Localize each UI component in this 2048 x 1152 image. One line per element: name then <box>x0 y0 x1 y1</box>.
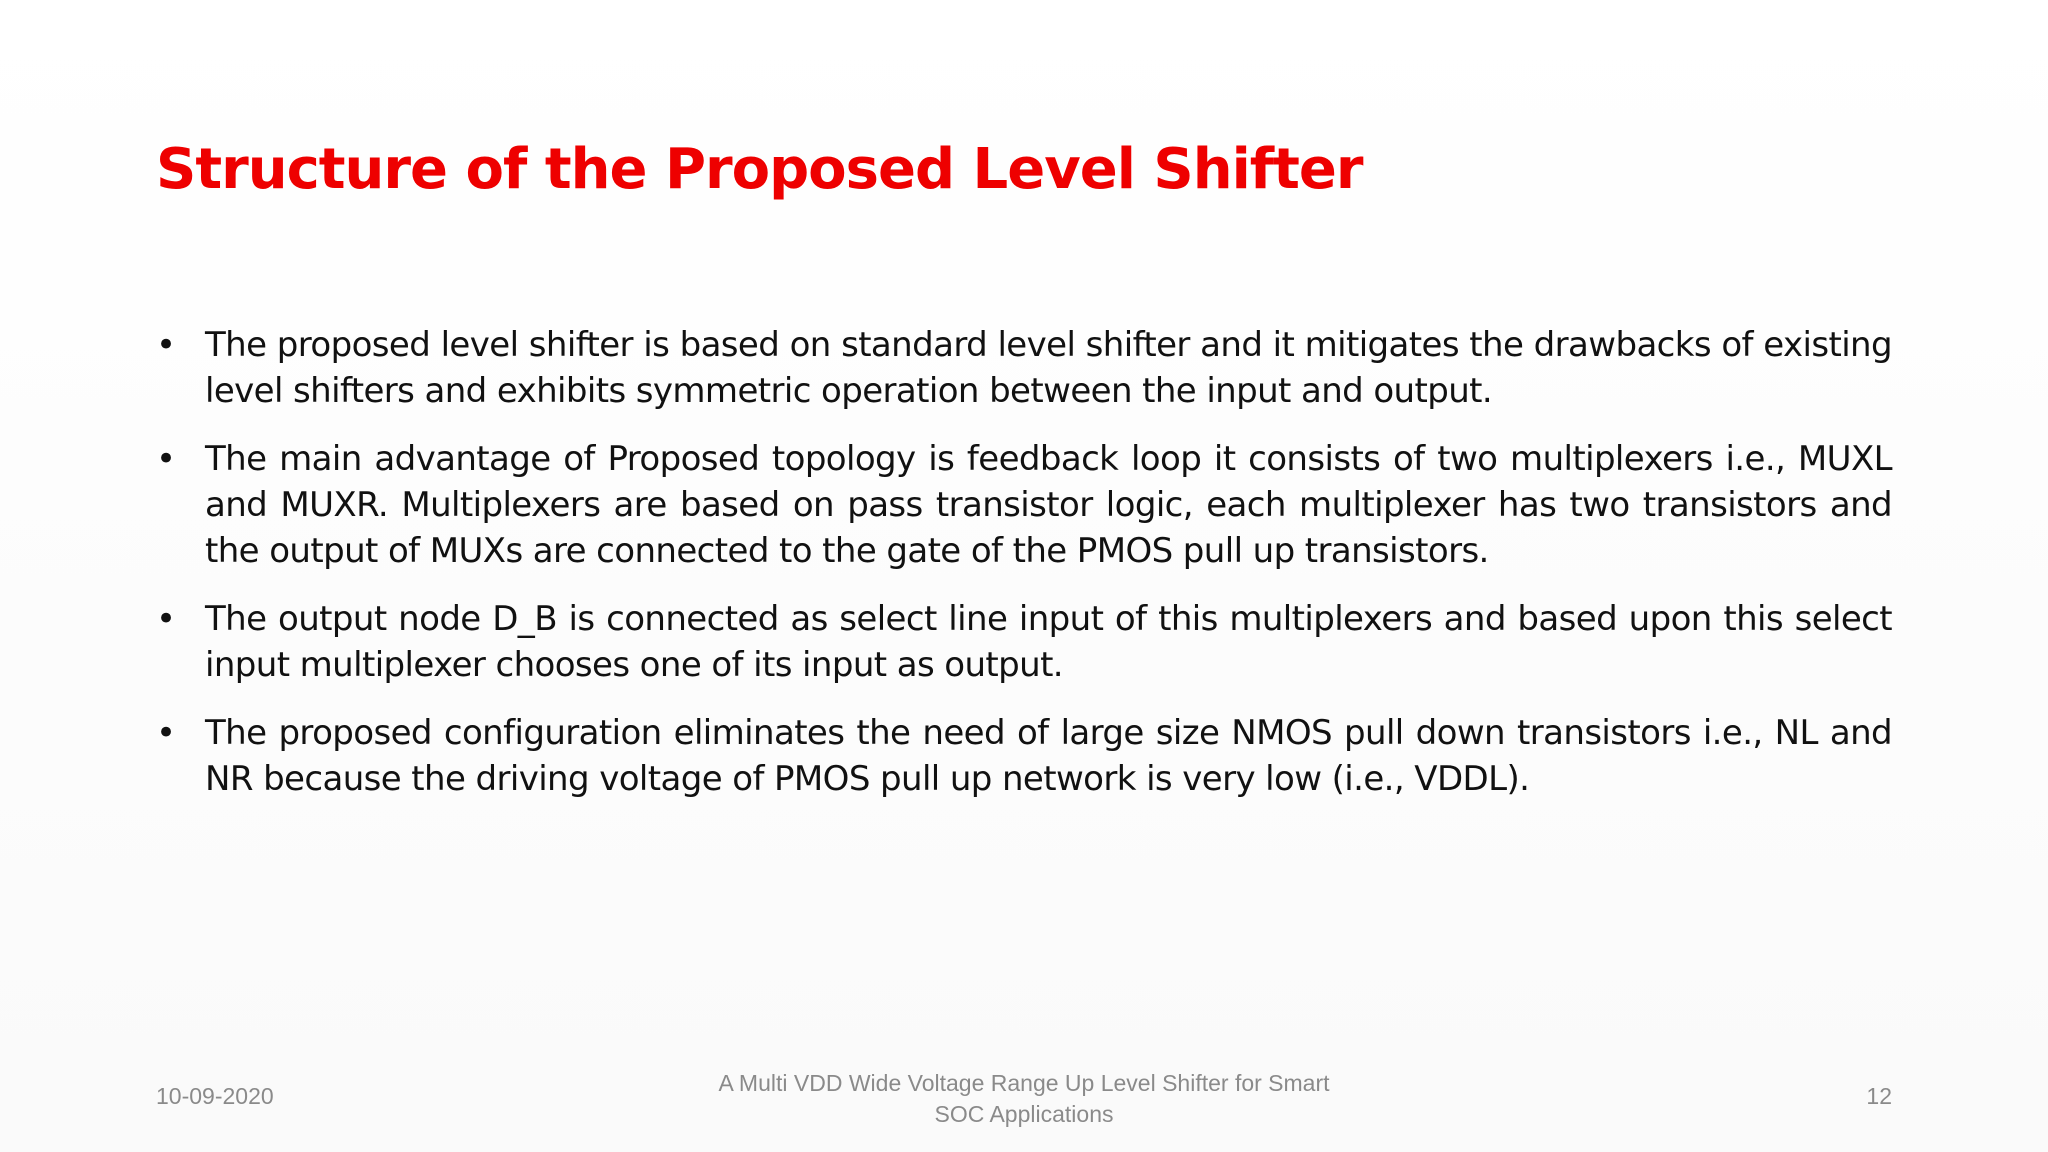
bullet-text: The output node D_B is connected as select line input of this multiplexers and based upon this select input multiplexer chooses one of its input as output. <box>205 599 1892 685</box>
footer-page-number: 12 <box>1866 1083 1892 1109</box>
bullet-text: The proposed level shifter is based on standard level shifter and it mitigates the drawbacks of existing level shifters and exhibits symmetric operation between the input and output. <box>205 325 1892 411</box>
bullet-item <box>156 322 1892 414</box>
bullet-text: The main advantage of Proposed topology is feedback loop it consists of two multiplexers i.e., MUXL and MUXR. Multiplexers are based on pass transistor logic, each multiplexer has two transistors and the output of MUXs are connected to the gate of the PMOS pull up transistors. <box>205 439 1892 571</box>
bullet-dot-icon: • <box>156 599 176 639</box>
bullet-dot-icon: • <box>156 439 176 479</box>
footer-title: A Multi VDD Wide Voltage Range Up Level Shifter for Smart SOC Applications <box>718 1070 1330 1127</box>
bullet-dot-icon: • <box>156 325 176 365</box>
bullet-item <box>156 436 1892 574</box>
bullet-item <box>156 596 1892 688</box>
bullet-item <box>156 710 1892 802</box>
footer-date: 10-09-2020 <box>156 1083 274 1109</box>
bullet-list <box>156 322 1892 824</box>
slide-title: Structure of the Proposed Level Shifter <box>156 137 1363 202</box>
bullet-dot-icon: • <box>156 713 176 753</box>
bullet-text: The proposed configuration eliminates the need of large size NMOS pull down transistors i.e., NL and NR because the driving voltage of PMOS pull up network is very low (i.e., VDDL). <box>205 713 1892 799</box>
